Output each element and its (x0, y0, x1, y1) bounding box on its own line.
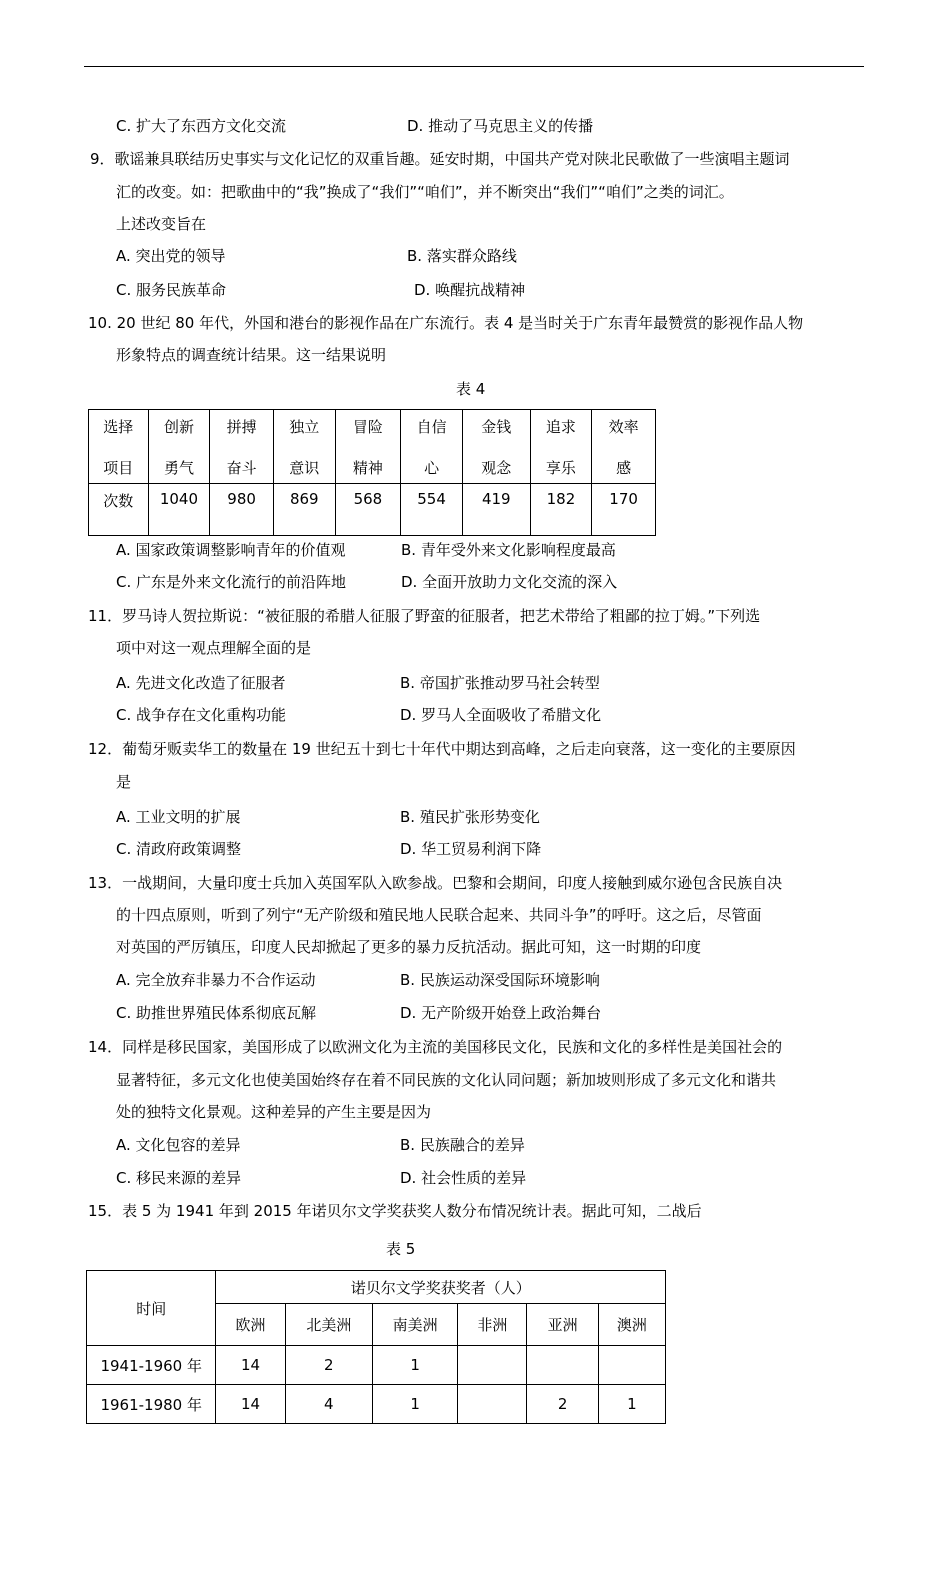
q9-option-d: D. 唤醒抗战精神 (414, 281, 526, 299)
q15-stem-line1: 15．表 5 为 1941 年到 2015 年诺贝尔文学奖获奖人数分布情况统计表。据此可知，二战后 (88, 1202, 702, 1220)
header-line2: 心 (424, 458, 440, 477)
table4-header-cell (335, 410, 401, 484)
table4 (88, 409, 656, 536)
table4-header-cell (592, 410, 656, 484)
header-line2: 感 (616, 458, 632, 477)
table5-region-header: 澳洲 (598, 1304, 665, 1346)
header-line2: 奋斗 (226, 458, 257, 477)
table5-region-header: 北美洲 (285, 1304, 372, 1346)
q8-option-d: D. 推动了马克思主义的传播 (407, 117, 594, 135)
q9-option-b: B. 落实群众路线 (407, 247, 517, 265)
table5-period: 1961-1980 年 (87, 1385, 216, 1424)
header-line1: 自信 (416, 417, 447, 436)
table4-header-cell (89, 410, 149, 484)
table5-cell: 1 (598, 1385, 665, 1424)
table5-row (87, 1385, 666, 1424)
q14-stem-line2: 显著特征，多元文化也使美国始终存在着不同民族的文化认同问题；新加坡则形成了多元文化和谐共 (116, 1071, 777, 1089)
q12-stem-line1: 12．葡萄牙贩卖华工的数量在 19 世纪五十到七十年代中期达到高峰，之后走向衰落，这一变化的主要原因 (88, 740, 796, 758)
q14-stem-line1: 14．同样是移民国家，美国形成了以欧洲文化为主流的美国移民文化，民族和文化的多样性是美国社会的 (88, 1038, 783, 1056)
table5-region-header: 南美洲 (372, 1304, 457, 1346)
q12-option-a: A. 工业文明的扩展 (116, 808, 241, 826)
q9-stem-line1: 9．歌谣兼具联结历史事实与文化记忆的双重旨趣。延安时期，中国共产党对陕北民歌做了一些演唱主题词 (90, 150, 790, 168)
q11-stem-line1: 11．罗马诗人贺拉斯说：“被征服的希腊人征服了野蛮的征服者，把艺术带给了粗鄙的拉丁姆。”下列选 (88, 607, 761, 625)
q9-stem-line2: 汇的改变。如：把歌曲中的“我”换成了“我们”“咱们”，并不断突出“我们”“咱们”之类的词汇。 (116, 183, 734, 201)
table5-cell: 1 (372, 1346, 457, 1385)
table4-cell: 980 (210, 484, 274, 536)
table5-region-header: 亚洲 (527, 1304, 598, 1346)
header-line1: 效率 (608, 417, 639, 436)
header-line1: 拼搏 (226, 417, 257, 436)
header-line2: 享乐 (545, 458, 576, 477)
q13-option-d: D. 无产阶级开始登上政治舞台 (400, 1004, 602, 1022)
header-line1: 独立 (289, 417, 320, 436)
table5-caption: 表 5 (386, 1240, 416, 1258)
q9-option-c: C. 服务民族革命 (116, 281, 227, 299)
q13-option-b: B. 民族运动深受国际环境影响 (400, 971, 600, 989)
header-line2: 项目 (103, 458, 134, 477)
header-line2: 精神 (352, 458, 383, 477)
table4-cell: 1040 (148, 484, 210, 536)
table4-cell: 170 (592, 484, 656, 536)
q12-option-b: B. 殖民扩张形势变化 (400, 808, 540, 826)
table5-group-header-row (87, 1271, 666, 1304)
table4-cell: 419 (462, 484, 530, 536)
header-line2: 勇气 (163, 458, 194, 477)
table5-cell (598, 1346, 665, 1385)
table4-header-cell (462, 410, 530, 484)
header-line2: 观念 (481, 458, 512, 477)
table4-row-label: 次数 (89, 484, 149, 536)
q8-option-c: C. 扩大了东西方文化交流 (116, 117, 287, 135)
q11-option-d: D. 罗马人全面吸收了希腊文化 (400, 706, 602, 724)
table5-region-header: 非洲 (458, 1304, 527, 1346)
q10-option-b: B. 青年受外来文化影响程度最高 (401, 541, 616, 559)
q13-option-a: A. 完全放弃非暴力不合作运动 (116, 971, 316, 989)
q13-stem-line1: 13．一战期间，大量印度士兵加入英国军队入欧参战。巴黎和会期间，印度人接触到威尔逊包含民族自决 (88, 874, 783, 892)
table4-header-cell (530, 410, 592, 484)
q11-option-a: A. 先进文化改造了征服者 (116, 674, 286, 692)
q10-option-d: D. 全面开放助力文化交流的深入 (401, 573, 618, 591)
table4-header-cell (401, 410, 463, 484)
q13-stem-line3: 对英国的严厉镇压，印度人民却掀起了更多的暴力反抗活动。据此可知，这一时期的印度 (116, 938, 702, 956)
table5-region-header: 欧洲 (216, 1304, 285, 1346)
table5 (86, 1270, 666, 1424)
q12-option-d: D. 华工贸易利润下降 (400, 840, 542, 858)
table5-cell: 2 (527, 1385, 598, 1424)
table4-header-row (89, 410, 656, 484)
table5-row (87, 1346, 666, 1385)
header-line1: 选择 (103, 417, 134, 436)
table5-cell: 14 (216, 1346, 285, 1385)
table4-header-cell (273, 410, 335, 484)
table4-caption: 表 4 (456, 380, 486, 398)
q10-stem-line1: 10. 20 世纪 80 年代，外国和港台的影视作品在广东流行。表 4 是当时关于广东青年最赞赏的影视作品人物 (88, 314, 804, 332)
header-rule (84, 66, 864, 67)
header-line1: 冒险 (352, 417, 383, 436)
header-line1: 金钱 (481, 417, 512, 436)
table4-cell: 869 (273, 484, 335, 536)
q14-option-b: B. 民族融合的差异 (400, 1136, 525, 1154)
table5-cell (458, 1346, 527, 1385)
q13-option-c: C. 助推世界殖民体系彻底瓦解 (116, 1004, 317, 1022)
table5-cell: 4 (285, 1385, 372, 1424)
q11-option-c: C. 战争存在文化重构功能 (116, 706, 287, 724)
q11-stem-line2: 项中对这一观点理解全面的是 (116, 639, 312, 657)
q10-stem-line2: 形象特点的调查统计结果。这一结果说明 (116, 346, 387, 364)
q12-stem-line2: 是 (116, 773, 132, 791)
header-line2: 意识 (289, 458, 320, 477)
header-line1: 追求 (545, 417, 576, 436)
table5-group-header: 诺贝尔文学奖获奖者（人） (216, 1271, 666, 1304)
q9-option-a: A. 突出党的领导 (116, 247, 226, 265)
table5-cell (458, 1385, 527, 1424)
table4-data-row (89, 484, 656, 536)
table5-cell: 2 (285, 1346, 372, 1385)
q12-option-c: C. 清政府政策调整 (116, 840, 242, 858)
header-line1: 创新 (163, 417, 194, 436)
q14-option-c: C. 移民来源的差异 (116, 1169, 242, 1187)
q14-option-d: D. 社会性质的差异 (400, 1169, 527, 1187)
table5-cell (527, 1346, 598, 1385)
table5-cell: 14 (216, 1385, 285, 1424)
table4-cell: 568 (335, 484, 401, 536)
q10-option-a: A. 国家政策调整影响青年的价值观 (116, 541, 346, 559)
q14-stem-line3: 处的独特文化景观。这种差异的产生主要是因为 (116, 1103, 432, 1121)
table4-cell: 182 (530, 484, 592, 536)
q13-stem-line2: 的十四点原则，听到了列宁“无产阶级和殖民地人民联合起来、共同斗争”的呼吁。这之后，尽管面 (116, 906, 762, 924)
q9-stem-line3: 上述改变旨在 (116, 215, 207, 233)
q10-option-c: C. 广东是外来文化流行的前沿阵地 (116, 573, 347, 591)
table5-cell: 1 (372, 1385, 457, 1424)
table4-header-cell (210, 410, 274, 484)
table4-cell: 554 (401, 484, 463, 536)
table4-header-cell (148, 410, 210, 484)
q11-option-b: B. 帝国扩张推动罗马社会转型 (400, 674, 600, 692)
table5-time-header: 时间 (87, 1271, 216, 1346)
q14-option-a: A. 文化包容的差异 (116, 1136, 241, 1154)
table5-period: 1941-1960 年 (87, 1346, 216, 1385)
